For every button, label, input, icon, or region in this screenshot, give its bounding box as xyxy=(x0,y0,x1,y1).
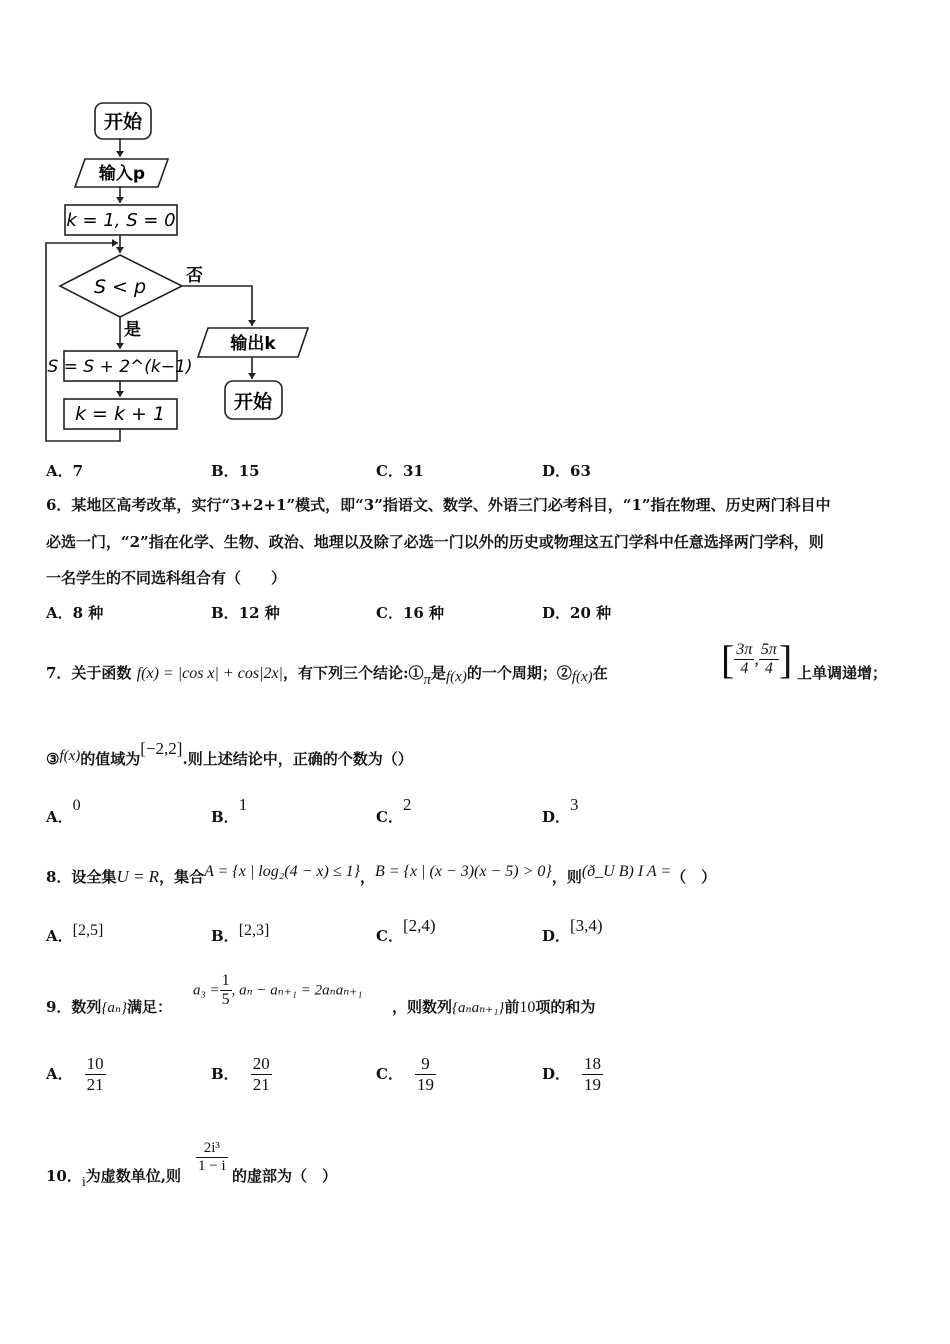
option-letter: D． xyxy=(542,462,571,480)
q7-line-2: ③f(x)的值域为[−2,2].则上述结论中，正确的个数为（） xyxy=(46,739,413,768)
q7-option-c[interactable] xyxy=(376,795,412,827)
q7-line-1: 7．关于函数 f(x) = |cos x| + cos|2x|，有下列三个结论:①π是f(x)的一个周期；②f(x)在 xyxy=(46,664,608,688)
option-value: 8 种 xyxy=(72,604,104,622)
q6-line-2: 必选一门，“2”指在化学、生物、政治、地理以及除了必选一门以外的历史或物理这五门学科中任意选择两门学科，则 xyxy=(46,533,824,551)
option-letter: D． xyxy=(542,604,571,622)
q6-line-3: 一名学生的不同选科组合有（ ） xyxy=(46,569,287,587)
q9-option-a[interactable]: A． $\frac{10}{21}$ xyxy=(46,1054,104,1094)
option-value: 31 xyxy=(402,462,424,480)
q7-option-a[interactable] xyxy=(46,797,81,827)
option-letter: D． xyxy=(542,1065,571,1083)
option-letter: C． xyxy=(376,462,403,480)
option-letter: C． xyxy=(376,927,403,945)
q8-option-b[interactable] xyxy=(211,922,270,946)
option-letter: D． xyxy=(542,927,571,945)
flowchart xyxy=(40,95,330,450)
option-value: 63 xyxy=(570,462,591,480)
q8-set-b: B = {x | (x − 3)(x − 5) > 0} xyxy=(375,863,552,880)
q5-option-d[interactable] xyxy=(542,460,591,481)
q9-line-end: ，则数列{aₙaₙ₊₁}前10项的和为 xyxy=(392,998,596,1016)
q7-option-d[interactable] xyxy=(542,795,579,827)
end-label: 开始 xyxy=(233,391,273,413)
q7-option-b[interactable] xyxy=(211,795,248,827)
q9-option-b[interactable]: B． $\frac{20}{21}$ xyxy=(211,1054,270,1094)
option-value: 7 xyxy=(72,462,84,480)
assign-s-label: S = S + 2^(k−1) xyxy=(47,357,193,377)
q8-set-a: A = {x | log₂(4 − x) ≤ 1} xyxy=(204,863,361,880)
option-letter: A． xyxy=(46,808,73,826)
q8-expression: (ð_U B) I A = xyxy=(581,863,672,880)
option-value: 15 xyxy=(238,462,260,480)
option-letter: A． xyxy=(46,927,73,945)
start-label: 开始 xyxy=(103,111,143,133)
q10-fraction: $\frac{\text{2i³}}{1 - i}$ xyxy=(198,1140,226,1174)
assign-k-label: k = k + 1 xyxy=(74,403,166,425)
q7-function: f(x) = |cos x| + cos|2x| xyxy=(136,665,283,682)
option-value: 12 种 xyxy=(238,604,280,622)
option-letter: C． xyxy=(376,604,403,622)
option-value: 0 xyxy=(72,797,81,814)
option-value: 2 xyxy=(402,795,412,814)
q7-interval: [ $\frac{3\pi}{4}$ , $\frac{5\pi}{4}$ ] xyxy=(721,637,793,682)
q10-line: 10．i为虚数单位,则 xyxy=(46,1167,181,1190)
q5-option-b[interactable] xyxy=(211,460,260,481)
q9-option-c[interactable]: C． $\frac{9}{19}$ xyxy=(376,1054,434,1094)
option-letter: B． xyxy=(211,808,239,826)
yes-label: 是 xyxy=(124,320,141,340)
q8-option-a[interactable] xyxy=(46,922,104,946)
option-value: [3,4) xyxy=(570,916,603,935)
option-letter: B． xyxy=(211,1065,239,1083)
q8-option-d[interactable] xyxy=(542,916,603,946)
q7-line-1-end: 上单调递增； xyxy=(797,664,888,682)
q6-option-c[interactable] xyxy=(376,602,444,623)
q5-option-c[interactable] xyxy=(376,460,424,481)
option-value: [2,3] xyxy=(238,922,270,939)
q8-line: 8．设全集U = R，集合A = {x | log₂(4 − x) ≤ 1}，B = {x | (x − 3)(x − 5) > 0}，则(ð_U B) I A =（ ） xyxy=(46,863,717,886)
no-label: 否 xyxy=(186,266,203,286)
option-value: [2,5] xyxy=(72,922,104,939)
option-letter: C． xyxy=(376,808,403,826)
q6-option-b[interactable] xyxy=(211,602,280,623)
q8-option-c[interactable] xyxy=(376,916,436,946)
q9-condition: a₃ = $\frac{1}{5}$ , aₙ − aₙ₊₁ = 2aₙaₙ₊₁ xyxy=(193,972,363,1008)
condition-label: S < p xyxy=(93,276,147,298)
q6-option-a[interactable] xyxy=(46,602,103,623)
q7-range: [−2,2] xyxy=(140,739,183,758)
option-letter: A． xyxy=(46,462,73,480)
output-label: 输出k xyxy=(230,334,276,354)
q9-option-d[interactable]: D． $\frac{18}{19}$ xyxy=(542,1054,602,1094)
q6-option-d[interactable] xyxy=(542,602,611,623)
q5-option-a[interactable] xyxy=(46,460,83,481)
init-label: k = 1, S = 0 xyxy=(66,210,176,231)
option-value: 1 xyxy=(238,795,248,814)
option-value: 20 种 xyxy=(570,604,612,622)
q10-line-end: 的虚部为（ ） xyxy=(232,1167,338,1185)
input-label: 输入p xyxy=(98,164,146,184)
q9-line: 9．数列{aₙ}满足： xyxy=(46,998,173,1016)
option-value: 3 xyxy=(570,795,579,814)
option-letter: B． xyxy=(211,604,239,622)
q6-line-1: 6．某地区高考改革，实行“3+2+1”模式，即“3”指语文、数学、外语三门必考科目，“1”指在物理、历史两门科目中 xyxy=(46,496,831,514)
option-letter: A． xyxy=(46,604,73,622)
option-letter: A． xyxy=(46,1065,73,1083)
option-letter: C． xyxy=(376,1065,403,1083)
option-value: 16 种 xyxy=(402,604,445,622)
option-letter: B． xyxy=(211,927,239,945)
option-value: [2,4) xyxy=(402,916,436,935)
option-letter: D． xyxy=(542,808,571,826)
option-letter: B． xyxy=(211,462,239,480)
